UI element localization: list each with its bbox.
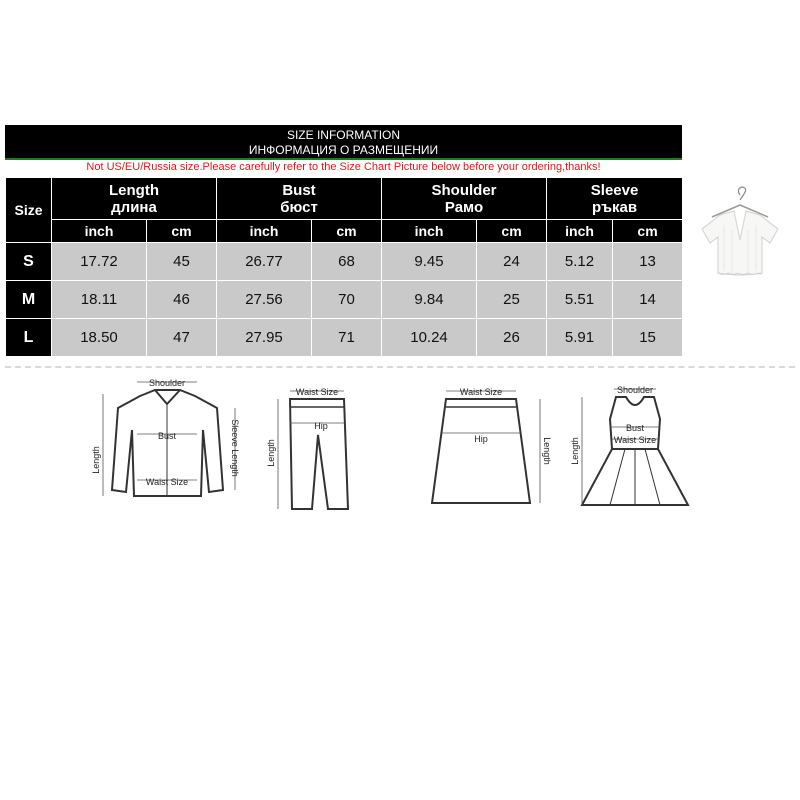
table-cell: 18.50 <box>52 319 147 357</box>
unit-cm: cm <box>312 220 382 243</box>
shirt-waist-label: Waist Size <box>145 477 189 487</box>
size-label: L <box>6 319 52 357</box>
table-row <box>6 319 683 357</box>
table-cell: 27.95 <box>217 319 312 357</box>
header-title-en: SIZE INFORMATION <box>286 128 401 142</box>
unit-cm: cm <box>147 220 217 243</box>
shirt-bust-label: Bust <box>157 431 177 441</box>
shirt-shoulder-label: Shoulder <box>148 378 186 388</box>
table-cell: 26.77 <box>217 243 312 281</box>
table-cell: 5.91 <box>547 319 613 357</box>
table-row <box>6 281 683 319</box>
bust-header: Bust бюст <box>217 178 382 220</box>
unit-cm: cm <box>477 220 547 243</box>
dress-diagram <box>570 383 700 523</box>
table-cell: 10.24 <box>382 319 477 357</box>
table-cell: 15 <box>613 319 683 357</box>
header-title-ru: ИНФОРМАЦИЯ О РАЗМЕЩЕНИИ <box>248 143 439 157</box>
shoulder-header: Shoulder Рамо <box>382 178 547 220</box>
table-cell: 45 <box>147 243 217 281</box>
table-cell: 13 <box>613 243 683 281</box>
unit-inch: inch <box>52 220 147 243</box>
table-cell: 26 <box>477 319 547 357</box>
size-notice: Not US/EU/Russia size.Please carefully refer to the Size Chart Picture below before your ordering,thanks! <box>5 160 682 175</box>
dress-bust-label: Bust <box>625 423 645 433</box>
size-column-header: Size <box>6 178 52 243</box>
dress-waist-label: Waist Size <box>613 435 657 445</box>
size-label: M <box>6 281 52 319</box>
table-cell: 25 <box>477 281 547 319</box>
pants-length-label: Length <box>266 439 276 467</box>
table-cell: 46 <box>147 281 217 319</box>
skirt-diagram <box>418 385 553 520</box>
table-cell: 5.12 <box>547 243 613 281</box>
unit-cm: cm <box>613 220 683 243</box>
pants-waist-label: Waist Size <box>295 387 339 397</box>
length-header: Length длина <box>52 178 217 220</box>
skirt-length-label: Length <box>542 437 552 465</box>
shirt-sleeve-label: Sleeve Length <box>230 419 240 477</box>
table-cell: 5.51 <box>547 281 613 319</box>
unit-inch: inch <box>382 220 477 243</box>
shirt-diagram <box>85 378 250 513</box>
unit-inch: inch <box>547 220 613 243</box>
shirt-length-label: Length <box>91 446 101 474</box>
product-photo <box>690 185 790 340</box>
pants-diagram <box>262 385 362 520</box>
table-cell: 17.72 <box>52 243 147 281</box>
table-cell: 70 <box>312 281 382 319</box>
dress-shoulder-label: Shoulder <box>616 385 654 395</box>
table-cell: 71 <box>312 319 382 357</box>
dress-length-label: Length <box>570 437 580 465</box>
table-cell: 9.45 <box>382 243 477 281</box>
skirt-hip-label: Hip <box>474 434 488 444</box>
table-cell: 18.11 <box>52 281 147 319</box>
size-info-header <box>5 125 682 160</box>
section-divider <box>5 366 795 368</box>
table-cell: 24 <box>477 243 547 281</box>
size-label: S <box>6 243 52 281</box>
table-cell: 14 <box>613 281 683 319</box>
sleeve-header: Sleeve ръкав <box>547 178 683 220</box>
table-cell: 27.56 <box>217 281 312 319</box>
size-chart-table <box>5 177 683 357</box>
pants-hip-label: Hip <box>314 421 328 431</box>
table-cell: 9.84 <box>382 281 477 319</box>
table-cell: 68 <box>312 243 382 281</box>
table-row <box>6 243 683 281</box>
unit-inch: inch <box>217 220 312 243</box>
skirt-waist-label: Waist Size <box>459 387 503 397</box>
table-cell: 47 <box>147 319 217 357</box>
